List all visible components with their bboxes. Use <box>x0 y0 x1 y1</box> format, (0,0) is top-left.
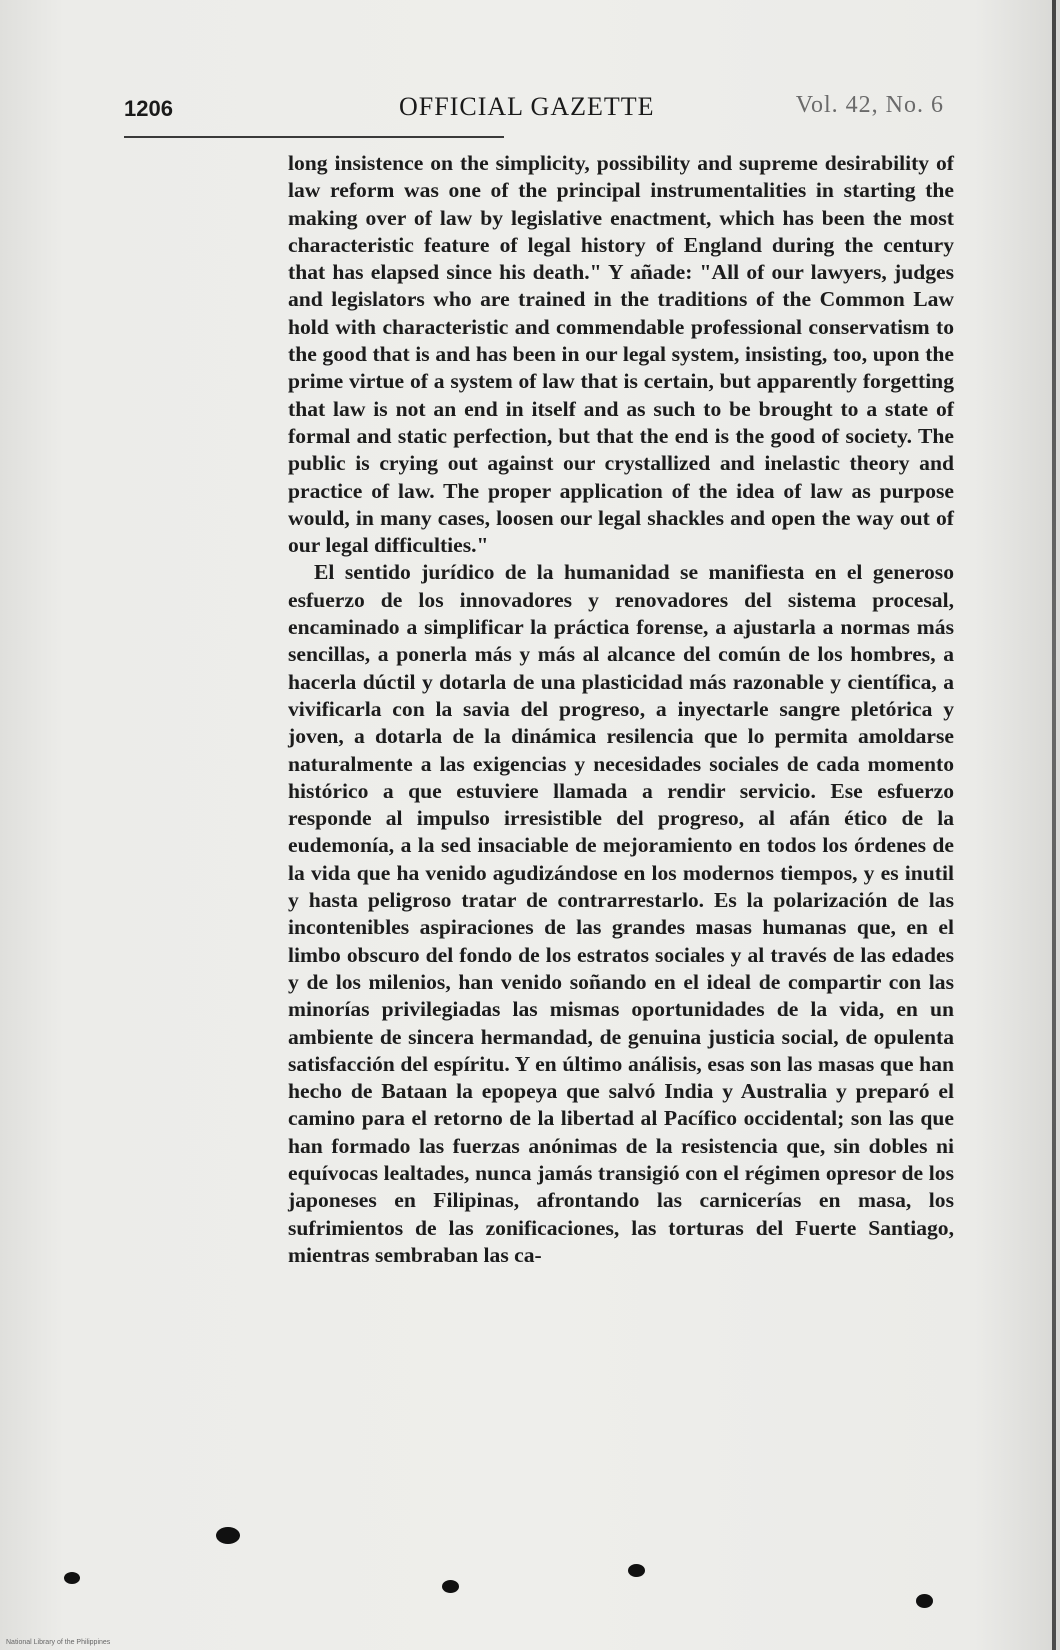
header-divider <box>124 136 504 138</box>
ink-spot <box>216 1527 240 1544</box>
paragraph-spanish: El sentido jurídico de la humanidad se manifiesta en el generoso esfuerzo de los innovadores y renovadores del sistema procesal, encaminado a simplificar la práctica forense, a ajustarla a normas más sencillas, a ponerla más y más al alcance del común de los hombres, a hacerla dúctil y dotarla de una plasticidad más razonable y científica, a vivificarla con la savia del progreso, a inyectarle sangre pletórica y joven, a dotarla de la dinámica resilencia que lo permita amoldarse naturalmente a las exigencias y necesidades sociales de cada momento histórico a que estuviere llamada a rendir servicio. Ese esfuerzo responde al impulso irresistible del progreso, al afán ético de la eudemonía, a la sed insaciable de mejoramiento en todos los órdenes de la vida que ha venido agudizándose en los modernos tiempos, y es inutil y hasta peligroso tratar de contrarrestarlo. Es la polarización de las incontenibles aspiraciones de las grandes masas humanas que, en el limbo obscuro del fondo de los estratos sociales y al través de las edades y de los milenios, han venido soñando en el ideal de compartir con las minorías privilegiadas las mismas oportunidades de la vida, en un ambiente de sincera hermandad, de genuina justicia social, de opulenta satisfacción del espíritu. Y en último análisis, esas son las masas que han hecho de Bataan la epopeya que salvó India y Australia y preparó el camino para el retorno de la libertad al Pacífico occidental; son las que han formado las fuerzas anónimas de la resistencia que, sin dobles ni equívocas lealtades, nunca jamás transigió con el régimen opresor de los japoneses en Filipinas, afrontando las carnicerías en masa, los sufrimientos de las zonificaciones, las torturas del Fuerte Santiago, mientras sembraban las ca- <box>288 560 954 1267</box>
volume-issue: Vol. 42, No. 6 <box>795 92 944 118</box>
ink-spot <box>916 1594 933 1608</box>
scan-credit: National Library of the Philippines <box>6 1639 111 1646</box>
article-body <box>288 150 954 1269</box>
ink-spot <box>628 1564 645 1577</box>
running-header <box>124 88 944 128</box>
ink-spot <box>64 1572 80 1584</box>
page-edge-shadow <box>1052 0 1056 1650</box>
ink-spot <box>442 1580 459 1593</box>
page-number: 1206 <box>124 96 173 121</box>
publication-title: OFFICIAL GAZETTE <box>399 92 655 121</box>
paragraph-english-quote: long insistence on the simplicity, possibility and supreme desirability of law reform was one of the principal instrumentalities in starting the making over of law by legislative enactment, which has been the most characteristic feature of legal history of England during the century that has elapsed since his death." Y añade: "All of our lawyers, judges and legislators who are trained in the traditions of the Common Law hold with characteristic and commendable professional conservatism to the good that is and has been in our legal system, insisting, too, upon the prime virtue of a system of law that is certain, but apparently forgetting that law is not an end in itself and as such to be brought to a state of formal and static perfection, but that the end is the good of society. The public is crying out against our crystallized and inelastic theory and practice of law. The proper application of the idea of law as purpose would, in many cases, loosen our legal shackles and open the way out of our legal difficulties." <box>288 151 954 558</box>
